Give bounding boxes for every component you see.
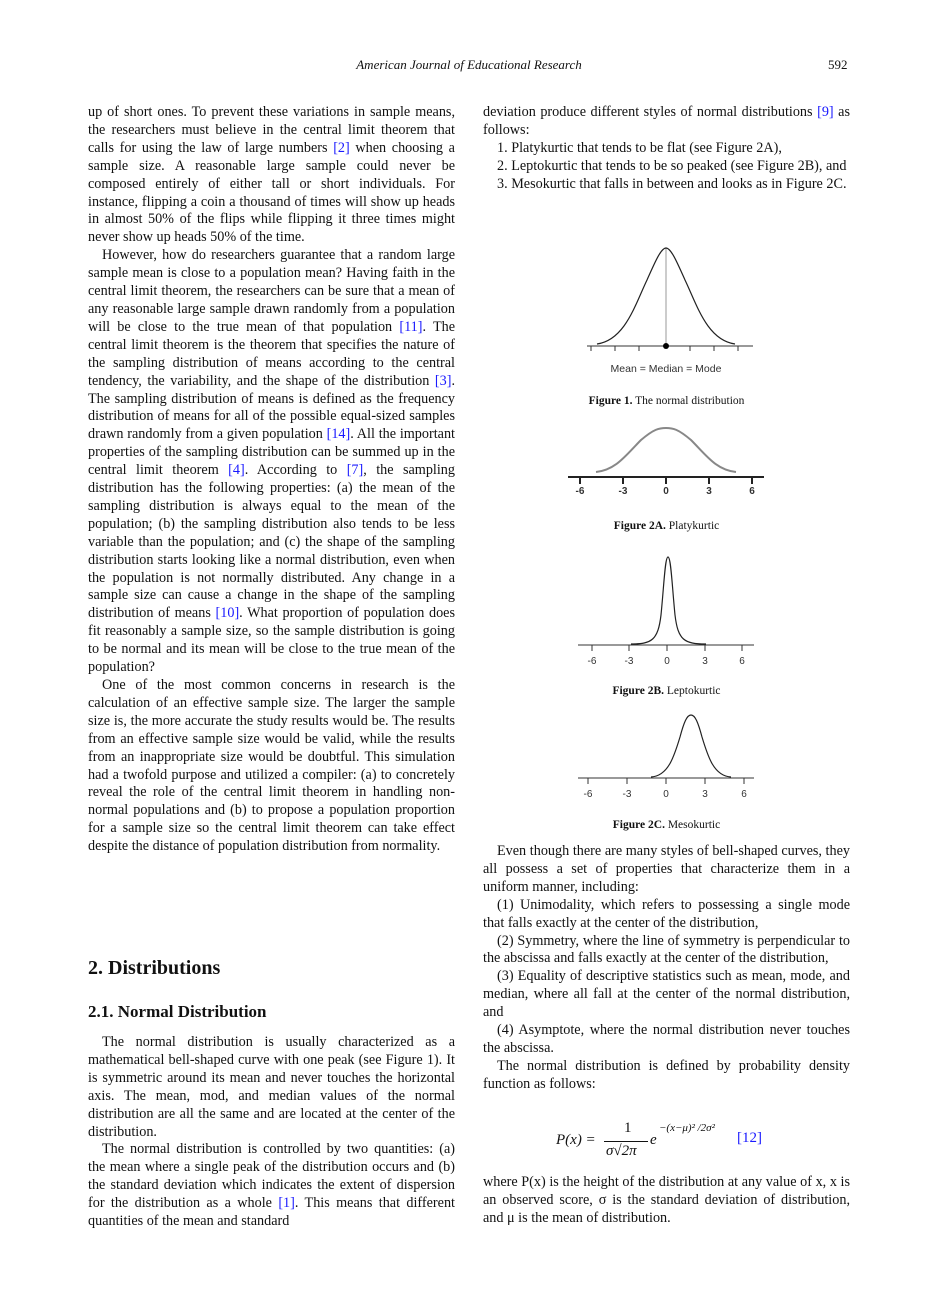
tick-label: -3 bbox=[618, 486, 628, 497]
equation-citation[interactable]: [12] bbox=[737, 1130, 762, 1146]
paragraph-text: deviation produce different styles of normal distributions bbox=[483, 104, 818, 120]
figure2b-caption-label: Figure 2B. bbox=[612, 685, 664, 697]
paragraph bbox=[483, 968, 850, 1022]
paragraph-text: . What proportion of population does fit reasonably a sample size, so the sample distribution is going to be normal and its mean will be close to the true mean of the population? bbox=[88, 605, 455, 676]
citation-link[interactable]: [4] bbox=[228, 462, 245, 479]
citation-link[interactable]: [9] bbox=[817, 104, 834, 120]
paragraph bbox=[483, 176, 850, 194]
paragraph bbox=[483, 158, 850, 176]
figure2c-mesokurtic-curve bbox=[576, 712, 756, 802]
tick-label: -3 bbox=[622, 789, 632, 800]
journal-title: American Journal of Educational Research bbox=[356, 57, 582, 72]
paragraph-text: One of the most common concerns in research is the calculation of an effective sample size. The larger the sample size is, the more accurate the study results would be. The results from an effective sample size would be valid, while the results from an inappropriate size would be doubtful. This simulation had a twofold purpose and utilized a compiler: (a) to concretely reveal the role of the central limit theorem in handling non-normal populations and (b) to propose a population proportion for a sample size so the central limit theorem can take effect despite the distance of population distribution from normality. bbox=[88, 677, 455, 855]
paragraph-text: 2. Leptokurtic that tends to be so peaked (see Figure 2B), and bbox=[497, 157, 847, 174]
paragraph-text: . This means that different quantities of the mean and standard bbox=[88, 1195, 455, 1230]
paragraph-text: where P(x) is the height of the distribution at any value of x, x is an observed score, σ is the standard deviation of distribution, and μ is the mean of distribution. bbox=[483, 1174, 850, 1226]
paragraph bbox=[483, 1058, 850, 1094]
paragraph bbox=[88, 1034, 455, 1141]
tick-label: 6 bbox=[739, 656, 745, 667]
figure1-caption-text: The normal distribution bbox=[632, 395, 745, 407]
probability-density-equation bbox=[556, 1120, 816, 1170]
left-column-top bbox=[88, 104, 455, 856]
citation-link[interactable]: [1] bbox=[278, 1195, 295, 1212]
citation-link[interactable]: [2] bbox=[333, 139, 350, 156]
tick-label: 3 bbox=[702, 789, 708, 800]
figure2c-caption-text: Mesokurtic bbox=[664, 819, 721, 831]
citation-link[interactable]: [7] bbox=[346, 462, 364, 479]
page-number: 592 bbox=[828, 57, 848, 72]
tick-label: 0 bbox=[664, 656, 670, 667]
paragraph-text: (1) Unimodality, which refers to possessing a single mode that falls exactly at the center of the distribution, bbox=[483, 896, 850, 931]
figure1-normal-curve bbox=[585, 240, 755, 380]
paragraph-text: as follows: bbox=[483, 104, 850, 138]
figure2c-caption bbox=[483, 819, 850, 831]
tick-label: -6 bbox=[575, 486, 585, 497]
paragraph-text: . All the important properties of the sampling distribution can be summed up in the central limit theorem bbox=[88, 426, 455, 479]
paragraph-text: , the sampling distribution has the following properties: (a) the mean of the sampling distribution is always equal to the mean of the population; (b) the sampling distribution also tends to be less variable than the population; and (c) the shape of the sampling distribution starts looking like a normal distribution, even when the population is not normally distributed. Any change in a sample size can cause a change in the shape of the sampling distribution of means bbox=[88, 462, 455, 622]
equation-exponent: −(x−μ)² /2σ² bbox=[659, 1122, 715, 1134]
paragraph-text: . According to bbox=[244, 462, 347, 479]
paragraph-text: The normal distribution is defined by probability density function as follows: bbox=[483, 1057, 850, 1092]
equation-denominator: σ√2π bbox=[606, 1143, 637, 1159]
tick-label: -3 bbox=[624, 656, 634, 667]
paragraph-text: up of short ones. To prevent these variations in sample means, the researchers must believe in the central limit theorem that calls for using the law of large numbers bbox=[88, 104, 455, 156]
right-column-bottom bbox=[483, 843, 850, 1094]
fraction-bar bbox=[604, 1141, 648, 1142]
figure2a-caption-label: Figure 2A. bbox=[613, 520, 666, 532]
equation-numerator: 1 bbox=[624, 1120, 632, 1136]
equation-base: e bbox=[650, 1132, 657, 1148]
paragraph-text: 1. Platykurtic that tends to be flat (see Figure 2A), bbox=[497, 139, 782, 156]
citation-link[interactable]: [11] bbox=[399, 318, 423, 335]
citation-link[interactable]: [3] bbox=[434, 372, 452, 389]
paragraph-text: (4) Asymptote, where the normal distribution never touches the abscissa. bbox=[483, 1022, 850, 1056]
paragraph bbox=[88, 247, 455, 677]
paragraph-text: Even though there are many styles of bell-shaped curves, they all possess a set of properties that characterize them in a uniform manner, including: bbox=[483, 843, 850, 895]
figure1-caption-label: Figure 1. bbox=[588, 395, 633, 407]
figure1-axis-label: Mean = Median = Mode bbox=[610, 363, 722, 375]
tick-label: 3 bbox=[706, 486, 712, 497]
paragraph bbox=[88, 1141, 455, 1231]
tick-label: 0 bbox=[663, 789, 669, 800]
citation-link[interactable]: [10] bbox=[215, 605, 240, 622]
paragraph bbox=[483, 933, 850, 969]
right-column-end bbox=[483, 1174, 850, 1228]
paragraph bbox=[483, 843, 850, 897]
tick-label: -6 bbox=[583, 789, 593, 800]
figure2b-caption bbox=[483, 685, 850, 697]
paragraph bbox=[483, 897, 850, 933]
paragraph-text: However, how do researchers guarantee that a random large sample mean is close to a population mean? Having faith in the central limit theorem, the researchers can be sure that a mean of any reasonable large sample drawn randomly from a population will be close to the true mean of that population bbox=[88, 247, 455, 335]
figure2b-leptokurtic-curve bbox=[576, 555, 756, 670]
paragraph-text: (3) Equality of descriptive statistics such as mean, mode, and median, where all fall at the center of the normal distribution, and bbox=[483, 968, 850, 1021]
tick-label: 6 bbox=[749, 486, 755, 497]
citation-link[interactable]: [14] bbox=[326, 426, 351, 443]
figure2a-platykurtic-curve bbox=[566, 425, 766, 500]
paragraph-text: (2) Symmetry, where the line of symmetry is perpendicular to the abscissa and falls exactly at the center of the distribution, bbox=[483, 932, 850, 967]
paragraph-text: The normal distribution is usually characterized as a mathematical bell-shaped curve with one peak (see Figure 1). It is symmetric around its mean and never touches the horizontal axis. The mean, mod, and median values of the normal distribution are all the same and are located at the center of the distribution. bbox=[88, 1034, 455, 1140]
paragraph-text: . The central limit theorem is the theorem that specifies the nature of the sampling distribution of means according to the central tendency, the variability, and the shape of the distribution bbox=[88, 318, 455, 389]
figure2b-caption-text: Leptokurtic bbox=[664, 685, 721, 697]
figure2a-caption-text: Platykurtic bbox=[665, 520, 720, 532]
paragraph-text: The normal distribution is controlled by two quantities: (a) the mean where a single peak of the distribution occurs and (b) the standard deviation which indicates the extent of dispersion for the distribution as a whole bbox=[88, 1141, 455, 1212]
paragraph bbox=[483, 104, 850, 140]
tick-label: 6 bbox=[741, 789, 747, 800]
figure2c-caption-label: Figure 2C. bbox=[612, 819, 665, 831]
paragraph bbox=[483, 140, 850, 158]
paragraph bbox=[483, 1022, 850, 1058]
right-column-top bbox=[483, 104, 850, 194]
paragraph bbox=[88, 677, 455, 856]
paragraph bbox=[483, 1174, 850, 1228]
section-heading: 2. Distributions bbox=[88, 957, 221, 979]
tick-label: 3 bbox=[702, 656, 708, 667]
tick-label: 0 bbox=[663, 486, 669, 497]
tick-label: -6 bbox=[587, 656, 597, 667]
equation-lhs: P(x) = bbox=[556, 1132, 596, 1148]
subsection-heading: 2.1. Normal Distribution bbox=[88, 1002, 267, 1021]
paragraph-text: 3. Mesokurtic that falls in between and looks as in Figure 2C. bbox=[497, 175, 847, 192]
figure1-caption bbox=[483, 395, 850, 407]
figure2a-caption bbox=[483, 520, 850, 532]
paragraph-text: when choosing a sample size. A reasonable large sample could never be composed entirely of either tall or short individuals. For instance, flipping a coin a thousand of times will show up heads in almost 50% of the flips while flipping it three times might never show up heads 50% of the time. bbox=[88, 139, 455, 246]
paragraph bbox=[88, 104, 455, 247]
left-column-bottom bbox=[88, 1034, 455, 1231]
paragraph-text: . The sampling distribution of means is defined as the frequency distribution of means for all of the possible equal-sized samples drawn randomly from a given population bbox=[88, 372, 455, 443]
